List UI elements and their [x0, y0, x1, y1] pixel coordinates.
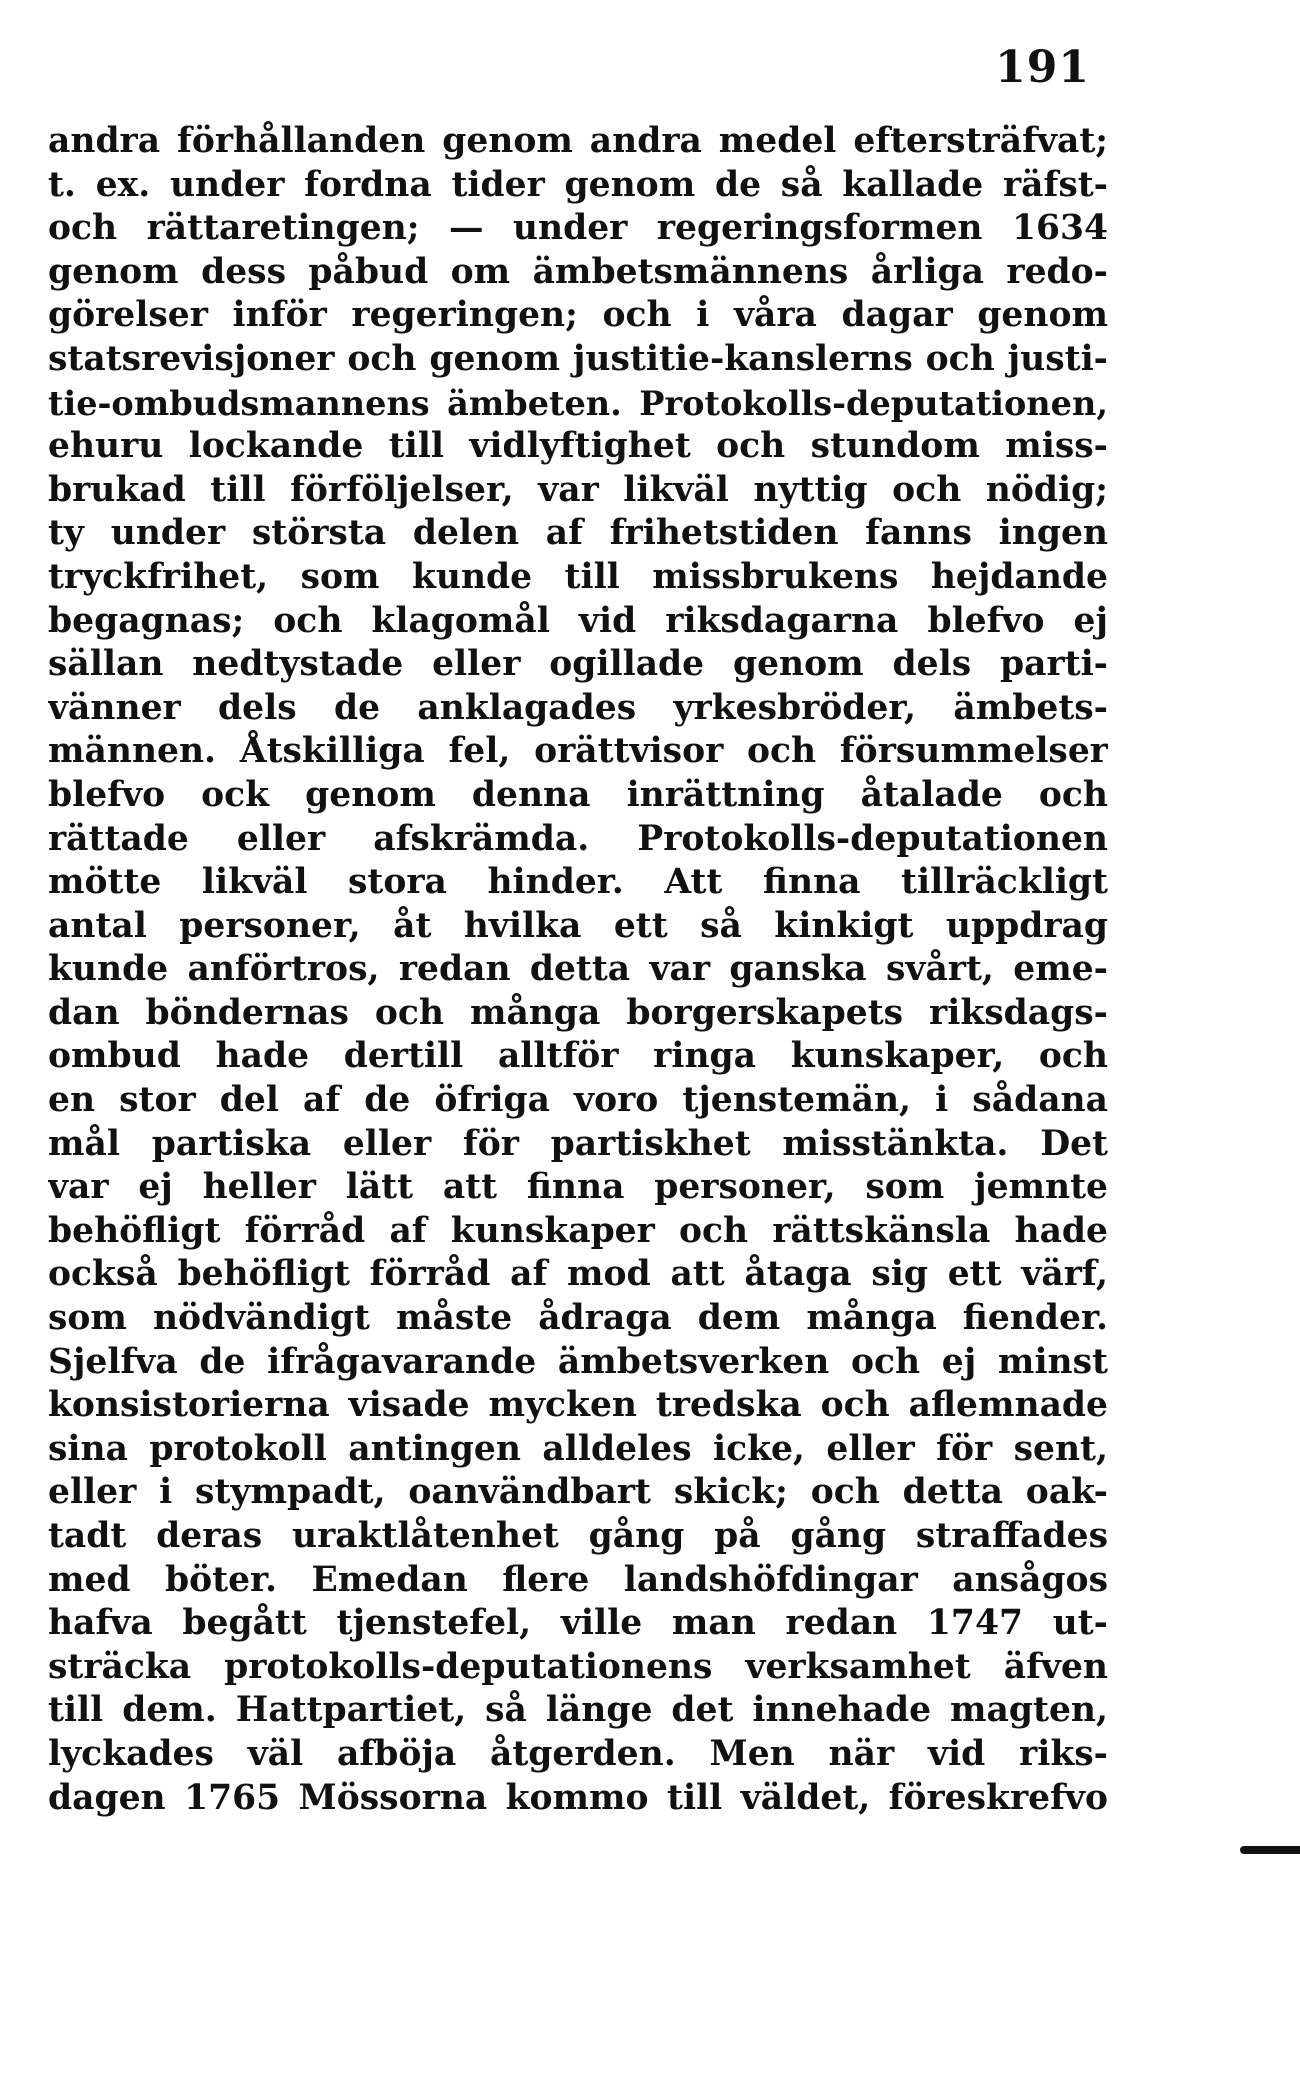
text-line: ehuru lockande till vidlyftighet och stundom miss- — [48, 426, 1108, 467]
text-line: begagnas; och klagomål vid riksdagarna blefvo ej — [48, 600, 1108, 641]
text-line: brukad till förföljelser, var likväl nyttig och nödig; — [48, 469, 1108, 510]
text-line: kunde anförtros, redan detta var ganska svårt, eme- — [48, 949, 1108, 990]
text-line: sällan nedtystade eller ogillade genom dels parti- — [48, 644, 1108, 685]
text-line: behöfligt förråd af kunskaper och rättskänsla hade — [48, 1210, 1108, 1251]
text-line: och rättaretingen; — under regeringsformen 1634 — [48, 208, 1108, 249]
page-edge-mark — [1240, 1846, 1300, 1854]
text-line: också behöfligt förråd af mod att åtaga sig ett värf, — [48, 1254, 1108, 1295]
text-line: genom dess påbud om ämbetsmännens årliga redo- — [48, 251, 1108, 292]
text-line: ty under största delen af frihetstiden fanns ingen — [48, 513, 1108, 554]
text-line: som nödvändigt måste ådraga dem många fiender. — [48, 1298, 1108, 1339]
text-line: eller i stympadt, oanvändbart skick; och detta oak- — [48, 1472, 1108, 1513]
body-text — [48, 120, 1108, 1820]
text-line: mötte likväl stora hinder. Att finna tillräckligt — [48, 862, 1108, 903]
text-line: männen. Åtskilliga fel, orättvisor och försummelser — [48, 731, 1108, 772]
text-line: tadt deras uraktlåtenhet gång på gång straffades — [48, 1516, 1108, 1556]
text-line: ombud hade dertill alltför ringa kunskaper, och — [48, 1036, 1108, 1077]
text-line: mål partiska eller för partiskhet misstänkta. Det — [48, 1123, 1108, 1164]
text-line: till dem. Hattpartiet, så länge det innehade magten, — [48, 1690, 1108, 1731]
text-line: Sjelfva de ifrågavarande ämbetsverken och ej minst — [48, 1341, 1108, 1382]
text-line: dan böndernas och många borgerskapets riksdags- — [48, 992, 1108, 1033]
text-line: antal personer, åt hvilka ett så kinkigt uppdrag — [48, 905, 1108, 946]
text-line: blefvo ock genom denna inrättning åtalade och — [48, 774, 1108, 815]
text-line: görelser inför regeringen; och i våra dagar genom — [48, 295, 1108, 336]
text-line: hafva begått tjenstefel, ville man redan 1747 ut- — [48, 1603, 1108, 1644]
text-line: sträcka protokolls-deputationens verksamhet äfven — [48, 1646, 1108, 1687]
text-line: statsrevisjoner och genom justitie-kanslerns och justi- — [48, 338, 1108, 379]
text-line: sina protokoll antingen alldeles icke, eller för sent, — [48, 1428, 1108, 1469]
text-line: vänner dels de anklagades yrkesbröder, ämbets- — [48, 687, 1108, 728]
text-line: dagen 1765 Mössorna kommo till väldet, föreskrefvo — [48, 1777, 1108, 1818]
text-line: andra förhållanden genom andra medel eftersträfvat; — [48, 121, 1108, 161]
text-line: tryckfrihet, som kunde till missbrukens hejdande — [48, 556, 1108, 597]
text-line: lyckades väl afböja åtgerden. Men när vid riks- — [48, 1733, 1108, 1774]
text-line: konsistorierna visade mycken tredska och aflemnade — [48, 1385, 1108, 1426]
text-line: var ej heller lätt att finna personer, som jemnte — [48, 1167, 1108, 1208]
text-line: en stor del af de öfriga voro tjenstemän, i sådana — [48, 1080, 1108, 1121]
text-line: rättade eller afskrämda. Protokolls-deputationen — [48, 818, 1108, 859]
page-number: 191 — [995, 42, 1090, 93]
text-line: med böter. Emedan flere landshöfdingar ansågos — [48, 1559, 1108, 1600]
text-line: tie-ombudsmannens ämbeten. Protokolls-deputationen, — [48, 383, 1108, 423]
text-line: t. ex. under fordna tider genom de så kallade räfst- — [48, 164, 1108, 205]
